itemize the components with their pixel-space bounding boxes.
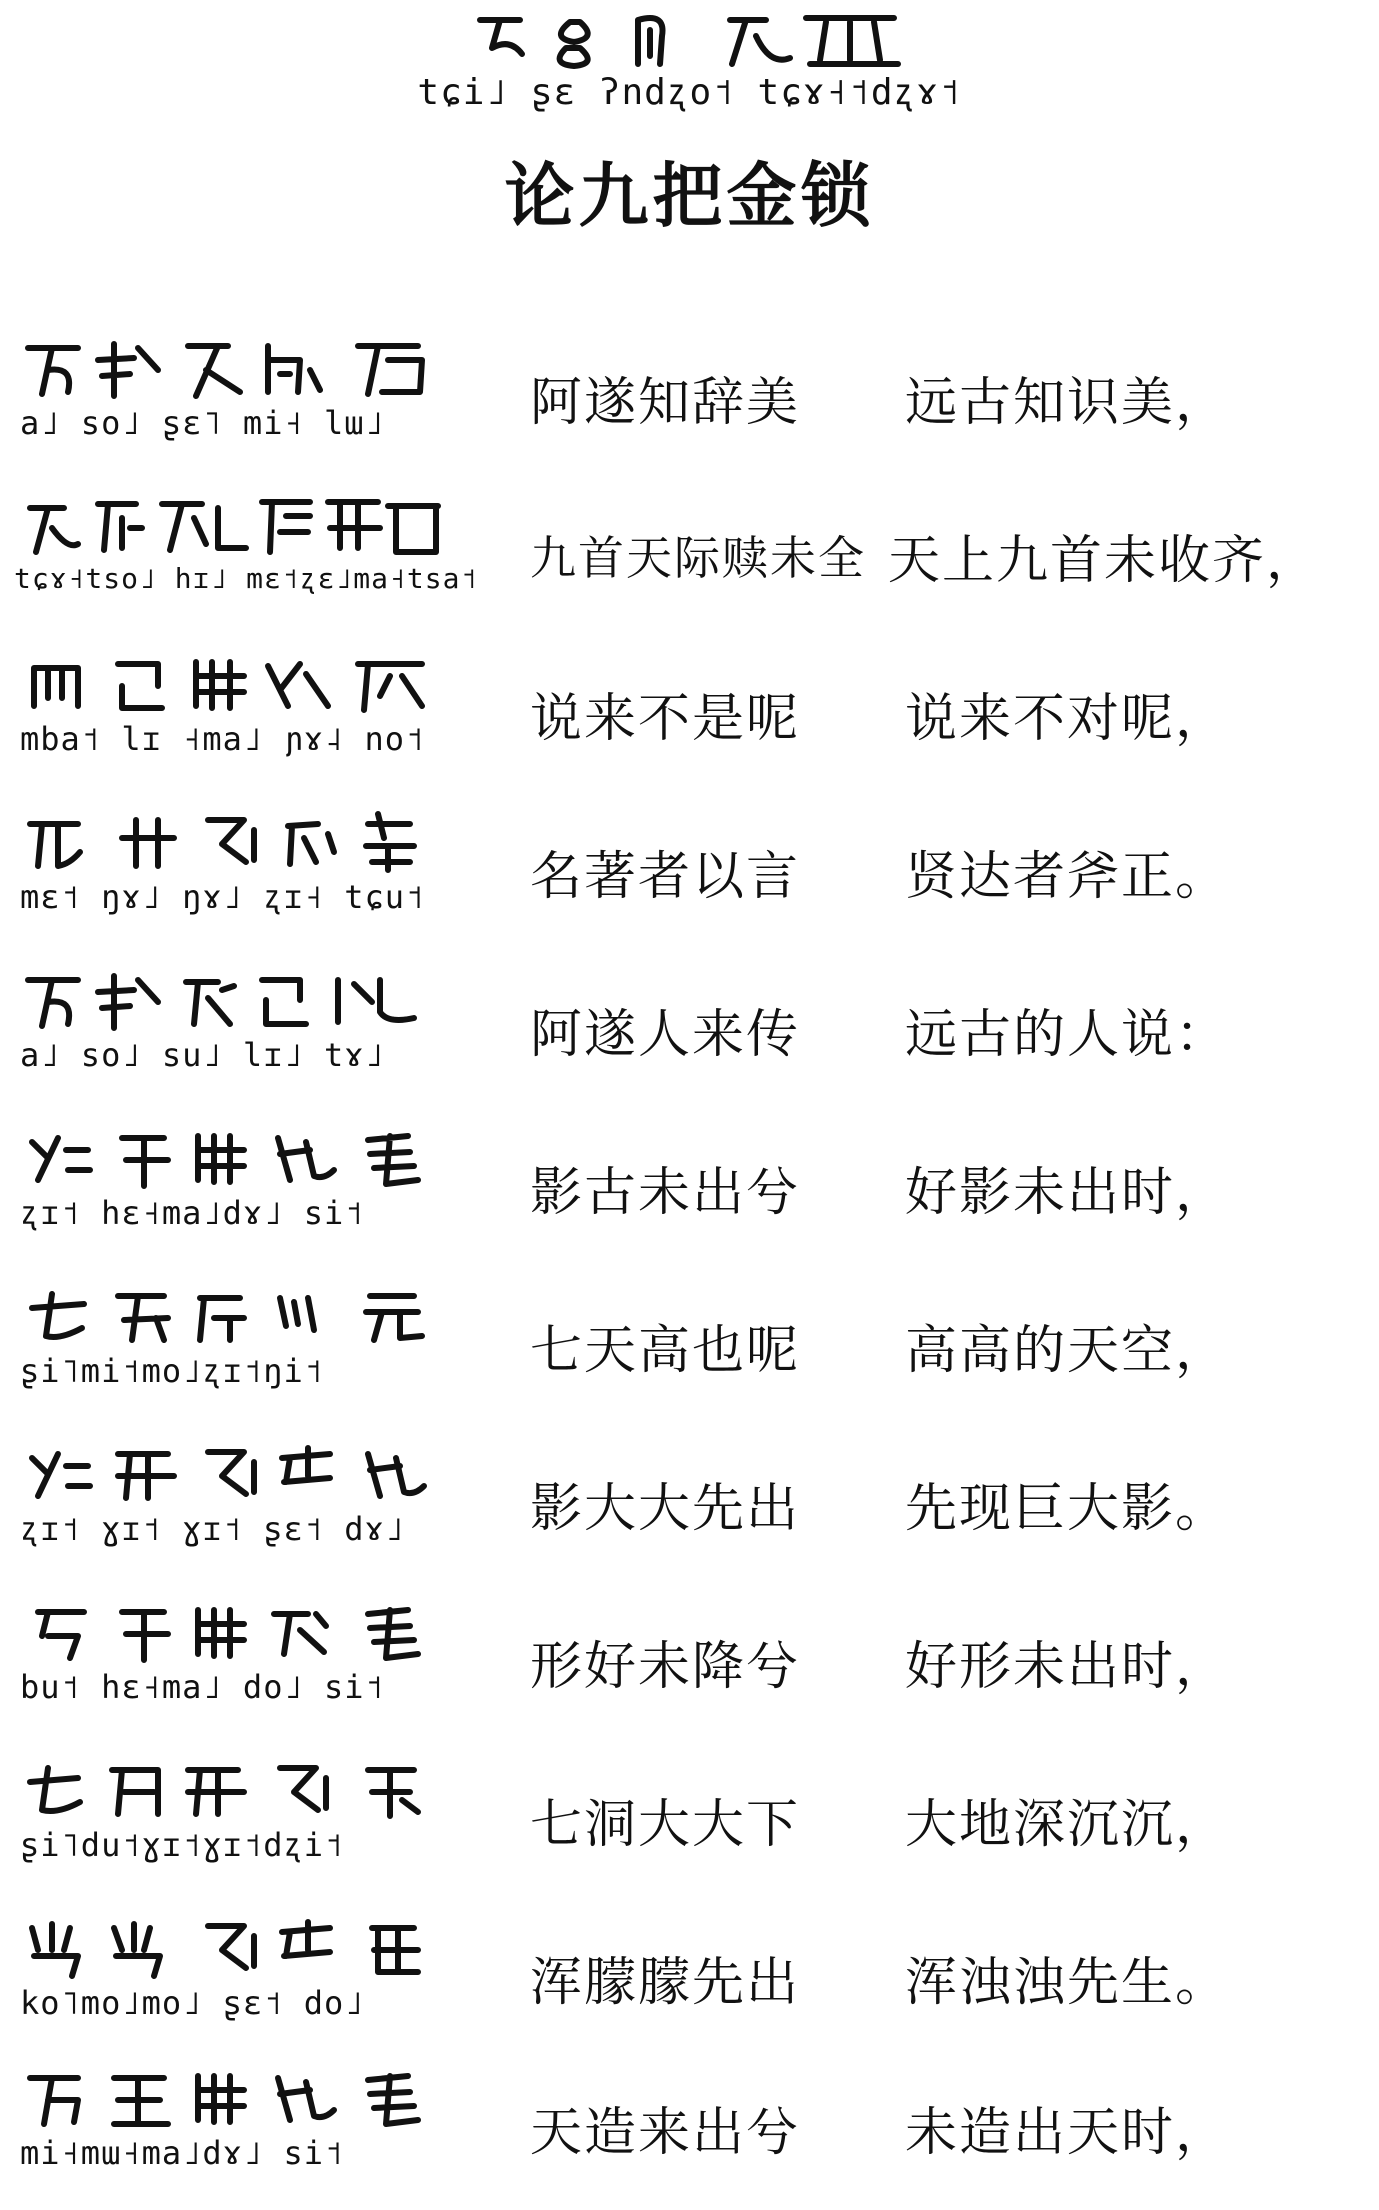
verse-row	[0, 1594, 1379, 1744]
verse-text-modern: 好形未出时，	[905, 1637, 1230, 1697]
script-glyphs	[18, 962, 458, 1040]
verse-text-modern: 先现巨大影。	[905, 1479, 1230, 1539]
verse-row	[0, 1752, 1379, 1902]
script-glyphs	[18, 1278, 458, 1356]
verse-romanization: bu˦ hɛ˧ma˩ do˩ si˦	[20, 1668, 385, 1706]
verse-text-modern: 天上九首未收齐，	[888, 531, 1321, 591]
verse-row	[0, 1436, 1379, 1586]
script-glyphs	[18, 1436, 458, 1514]
verse-romanization: tɕɤ˧tso˩ hɪ˩ mɛ˦ʐɛ˩ma˧tsa˦	[14, 562, 479, 595]
verse-text-original: 七天高也呢	[530, 1321, 801, 1381]
verse-text-modern: 未造出天时，	[905, 2103, 1230, 2163]
verse-row	[0, 962, 1379, 1112]
verse-romanization: ʂi˥du˦ɣɪ˦ɣɪ˦dʐi˦	[20, 1826, 345, 1864]
verse-row	[0, 2060, 1379, 2210]
verse-text-original: 七洞大大下	[530, 1795, 801, 1855]
verse-row	[0, 1910, 1379, 2060]
verse-text-modern: 远古知识美，	[905, 373, 1230, 433]
verse-text-original: 说来不是呢	[530, 689, 801, 749]
verse-text-modern: 大地深沉沉，	[905, 1795, 1230, 1855]
verse-row	[0, 488, 1379, 638]
script-glyphs	[18, 1120, 458, 1198]
verse-romanization: a˩ so˩ su˩ lɪ˩ tɤ˩	[20, 1036, 385, 1074]
verse-text-original: 阿遂人来传	[530, 1005, 801, 1065]
verse-romanization: mba˦ lɪ ˧ma˩ ɲɤ˨ no˦	[20, 720, 426, 758]
verse-text-original: 影大大先出	[530, 1479, 801, 1539]
script-glyphs	[18, 804, 458, 882]
verse-text-original: 形好未降兮	[530, 1637, 801, 1697]
verse-romanization: ʐɪ˦ hɛ˧ma˩dɤ˩ si˦	[20, 1194, 365, 1232]
verse-text-modern: 高高的天空，	[905, 1321, 1230, 1381]
verse-romanization: ʂi˥mi˦mo˩ʐɪ˦ŋi˦	[20, 1352, 324, 1390]
script-glyphs	[18, 330, 458, 408]
verse-text-original: 天造来出兮	[530, 2103, 801, 2163]
verse-text-original: 九首天际赎未全	[530, 531, 866, 585]
verse-text-modern: 好影未出时，	[905, 1163, 1230, 1223]
verse-text-modern: 说来不对呢，	[905, 689, 1230, 749]
verse-row	[0, 1120, 1379, 1270]
verse-text-modern: 贤达者斧正。	[905, 847, 1230, 907]
script-title-glyphs	[470, 8, 910, 72]
verse-romanization: a˩ so˩ ʂɛ˥ mi˧ lɯ˩	[20, 404, 385, 442]
verse-row	[0, 804, 1379, 954]
verse-romanization: mɛ˦ ŋɤ˩ ŋɤ˩ ʐɪ˧ tɕu˦	[20, 878, 426, 916]
verse-row	[0, 646, 1379, 796]
verse-row	[0, 330, 1379, 480]
verse-text-original: 阿遂知辞美	[530, 373, 801, 433]
verse-text-modern: 浑浊浊先生。	[905, 1953, 1230, 2013]
title-romanization: tɕi˩ ʂɛ ʔndʐo˦ tɕɤ˧˦dʐɤ˦	[417, 72, 962, 113]
script-glyphs	[18, 1594, 458, 1672]
script-glyphs	[18, 1910, 458, 1988]
script-glyphs	[18, 488, 458, 566]
verse-text-modern: 远古的人说：	[905, 1005, 1230, 1065]
verse-text-original: 影古未出兮	[530, 1163, 801, 1223]
verse-romanization: ʐɪ˦ ɣɪ˦ ɣɪ˦ ʂɛ˦ dɤ˩	[20, 1510, 406, 1548]
script-glyphs	[18, 646, 458, 724]
script-glyphs	[18, 1752, 458, 1830]
chinese-title: 论九把金锁	[504, 154, 875, 237]
verse-text-original: 浑朦朦先出	[530, 1953, 801, 2013]
verse-romanization: ko˥mo˩mo˩ ʂɛ˦ do˩	[20, 1984, 365, 2022]
verse-romanization: mi˧mɯ˧ma˩dɤ˩ si˦	[20, 2134, 345, 2172]
verse-text-original: 名著者以言	[530, 847, 801, 907]
verse-row	[0, 1278, 1379, 1428]
script-glyphs	[18, 2060, 458, 2138]
